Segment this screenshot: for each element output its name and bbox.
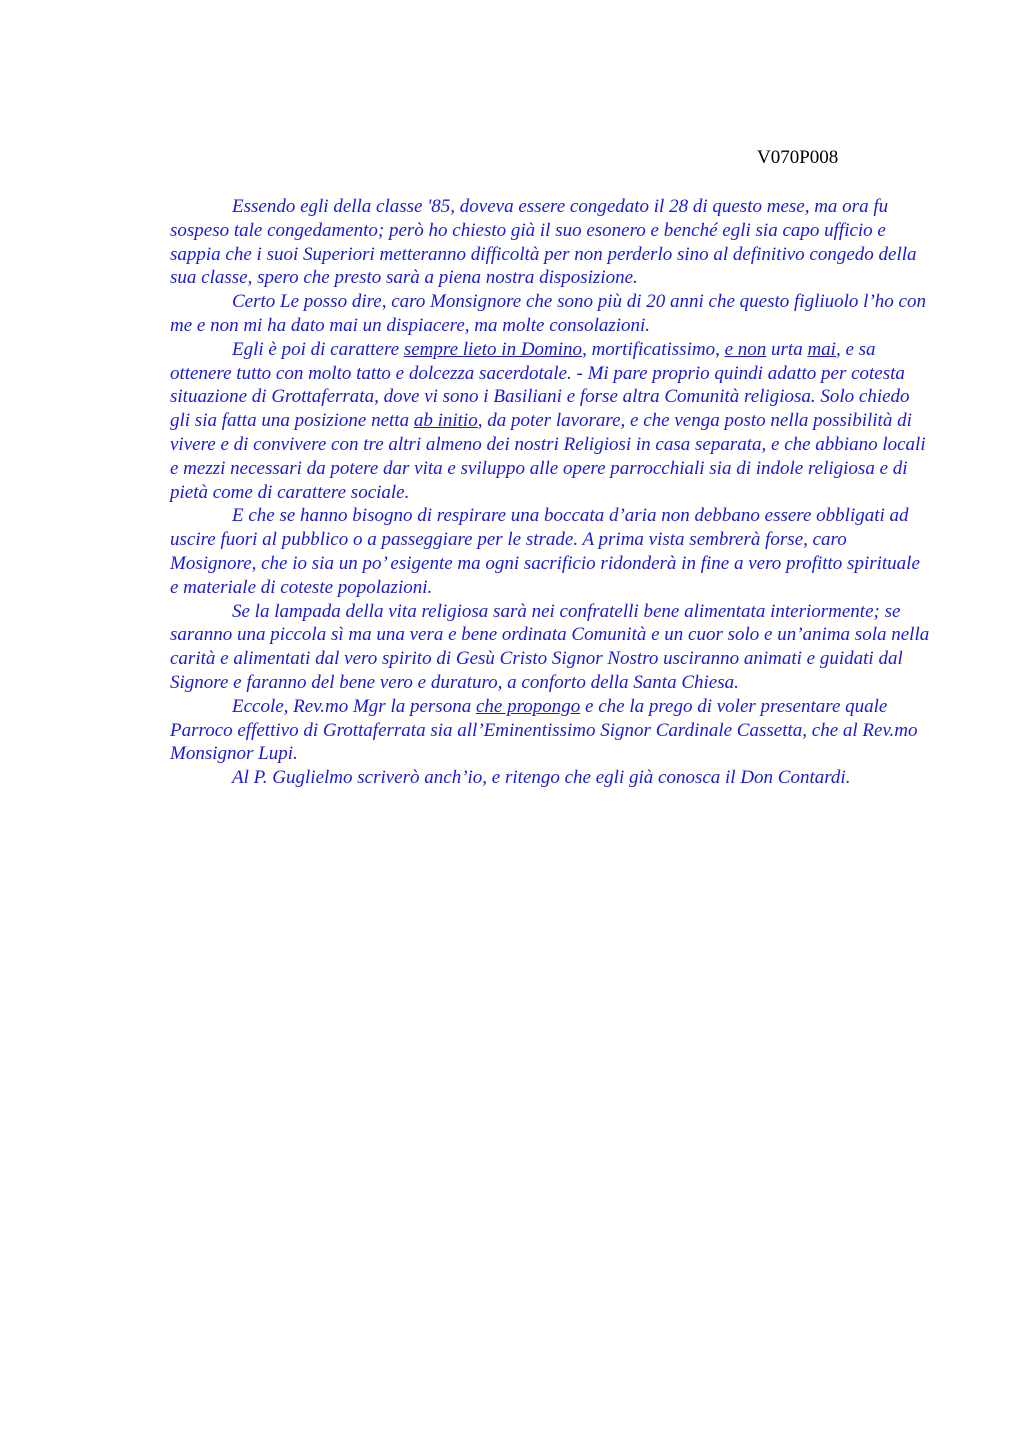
underlined-phrase-e-non: e non — [724, 338, 767, 360]
paragraph-3-text-a: Egli è poi di carattere — [232, 338, 404, 360]
paragraph-3-text-b: , mortificatissimo, — [582, 338, 725, 360]
paragraph-3 — [170, 338, 930, 505]
paragraph-3-text-e: , da poter lavorare, e che venga posto nella possibilità di vivere e di convivere con tre altri almeno dei nostri Religiosi in casa separata, e che abbiano locali e mezzi necessari da potere dar vita e sviluppo alle opere parrocchiali sia di indole religiosa e di pietà come di carattere sociale. — [170, 410, 926, 503]
paragraph-7: Al P. Guglielmo scriverò anch’io, e ritengo che egli già conosca il Don Contardi. — [232, 767, 851, 789]
page-code: V070P008 — [757, 147, 839, 168]
paragraph-5: Se la lampada della vita religiosa sarà nei confratelli bene alimentata interiormente; se saranno una piccola sì ma una vera e bene ordinata Comunità e un cuor solo e un’anima sola nella carità e alimentati dal vero spirito di Gesù Cristo Signor Nostro usciranno animati e guidati dal Signore e faranno del bene vero e duraturo, a conforto della Santa Chiesa. — [170, 600, 930, 693]
paragraph-3-text-c: urta — [766, 338, 808, 360]
underlined-phrase-ab-initio: ab initio — [413, 410, 478, 432]
paragraph-6-text-a: Eccole, Rev.mo Mgr la persona — [232, 695, 476, 717]
paragraph-1: Essendo egli della classe '85, doveva essere congedato il 28 di questo mese, ma ora fu sospeso tale congedamento; però ho chiesto già il suo esonero e benché egli sia capo ufficio e sappia che i suoi Superiori metteranno difficoltà per non perderlo sino al definitivo congedo della sua classe, spero che presto sarà a piena nostra disposizione. — [170, 196, 917, 289]
underlined-phrase-sempre-lieto: sempre lieto in Domino — [403, 338, 583, 360]
underlined-phrase-mai: mai — [807, 338, 836, 360]
paragraph-2: Certo Le posso dire, caro Monsignore che sono più di 20 anni che questo figliuolo l’ho con me e non mi ha dato mai un dispiacere, ma molte consolazioni. — [170, 291, 926, 336]
paragraph-3-text-d: , e sa ottenere tutto con molto tatto e dolcezza sacerdotale. - Mi pare proprio quindi adatto per cotesta situazione di Grottaferrata, dove vi sono i Basiliani e forse altra Comunità religiosa. Solo chiedo gli sia fatta una posizione netta — [170, 338, 910, 432]
paragraph-6-text-b: e che la prego di voler presentare quale Parroco effettivo di Grottaferrata sia all’Eminentissimo Signor Cardinale Cassetta, che al Rev.mo Monsignor Lupi. — [170, 695, 918, 765]
paragraph-6 — [170, 695, 930, 766]
underlined-phrase-che-propongo: che propongo — [475, 695, 581, 717]
paragraph-4: E che se hanno bisogno di respirare una boccata d’aria non debbano essere obbligati ad uscire fuori al pubblico o a passeggiare per le strade. A prima vista sembrerà forse, caro Mosignore, che io sia un po’ esigente ma ogni sacrificio ridonderà in fine a vero profitto spirituale e materiale di coteste popolazioni. — [170, 505, 920, 598]
letter-body — [170, 195, 930, 790]
